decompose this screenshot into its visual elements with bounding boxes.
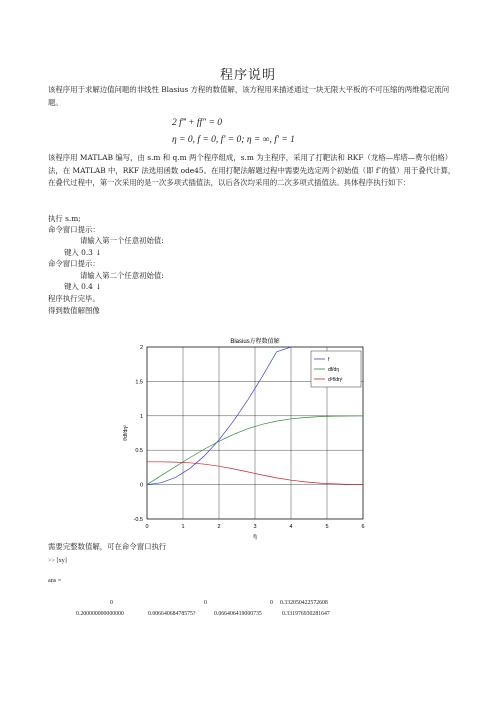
x-tick-label: 1 [181,524,185,530]
table-cell: 0.066406419000735 [214,611,262,617]
y-tick-label: 0 [139,482,143,489]
chart-title: Blasius方程数值解 [230,339,280,345]
blasius-chart [82,332,392,542]
method-paragraph: 该程序用 MATLAB 编写，由 s.m 和 q.m 两个程序组成，s.m 为主程序，采用了打靶法和 RKF（龙格—库塔—费尔伯格）法，在 MATLAB 中，RKF 法选用函数 ode45。在用打靶法解题过程中需要先选定两个初始值（即 f″的值）用于叠代计算，在叠代过程中，第一次采用的是一次多项式插值法，以后各次均采用的二次多项式插值法。具体程序执行如下： [48,153,456,187]
y-tick-label: 0.5 [135,448,143,455]
step-line: 得到数值解图像 [48,306,100,315]
legend-label: f [328,357,330,363]
x-tick-label: 4 [289,524,293,530]
step-line: 请输入第二个任意初始值: [80,271,164,280]
equation-boundary: η = 0, f = 0, f′ = 0; η = ∞, f′ = 1 [172,135,295,145]
x-tick-label: 2 [217,524,221,530]
command-prompt: >> [xy] [48,557,67,564]
intro-paragraph: 该程序用于求解边值问题的非线性 Blasius 方程的数值解，该方程用来描述通过一块无限大平板的不可压缩的两维稳定流问题。 [48,85,450,107]
table-cell: 0 [110,600,113,606]
step-line: 命令窗口提示： [48,225,100,234]
y-tick-label: 2 [139,345,143,351]
table-cell: 0 [270,600,273,606]
y-tick-label: 1.5 [135,379,143,386]
x-tick-label: 5 [325,524,329,530]
table-cell: 0.200000000000000 [76,611,124,617]
y-tick-label: -0.5 [133,517,143,523]
table-cell: 0.00664068478575? [148,611,196,617]
legend-label: d²f/dη² [328,377,343,383]
x-tick-label: 0 [145,524,149,530]
table-cell: 0 [204,600,207,606]
after-line: 需要完整数值解，可在命令窗口执行 [48,542,167,551]
doc-title: 程序说明 [219,68,276,83]
equation-blasius: 2 f‴ + ff″ = 0 [172,118,223,128]
step-line: 执行 s.m; [48,214,81,223]
y-axis-label: f/df/dη² [123,425,129,441]
x-tick-label: 3 [253,524,257,530]
x-axis-label: η [253,534,257,540]
table-cell: 0.332050422572608 [280,600,328,606]
legend-label: df/dη [328,367,340,373]
step-line: 请输入第一个任意初始值: [80,236,164,245]
step-line: 键入 0.3 ↓ [64,248,102,257]
x-tick-label: 6 [361,524,365,530]
step-line: 程序执行完毕。 [48,294,100,303]
step-line: 命令窗口提示： [48,259,100,268]
table-cell: 0.331976930281647 [282,611,330,617]
ans-label: ans = [48,577,62,584]
step-line: 键入 0.4 ↓ [64,282,102,291]
y-tick-label: 1 [139,413,143,420]
